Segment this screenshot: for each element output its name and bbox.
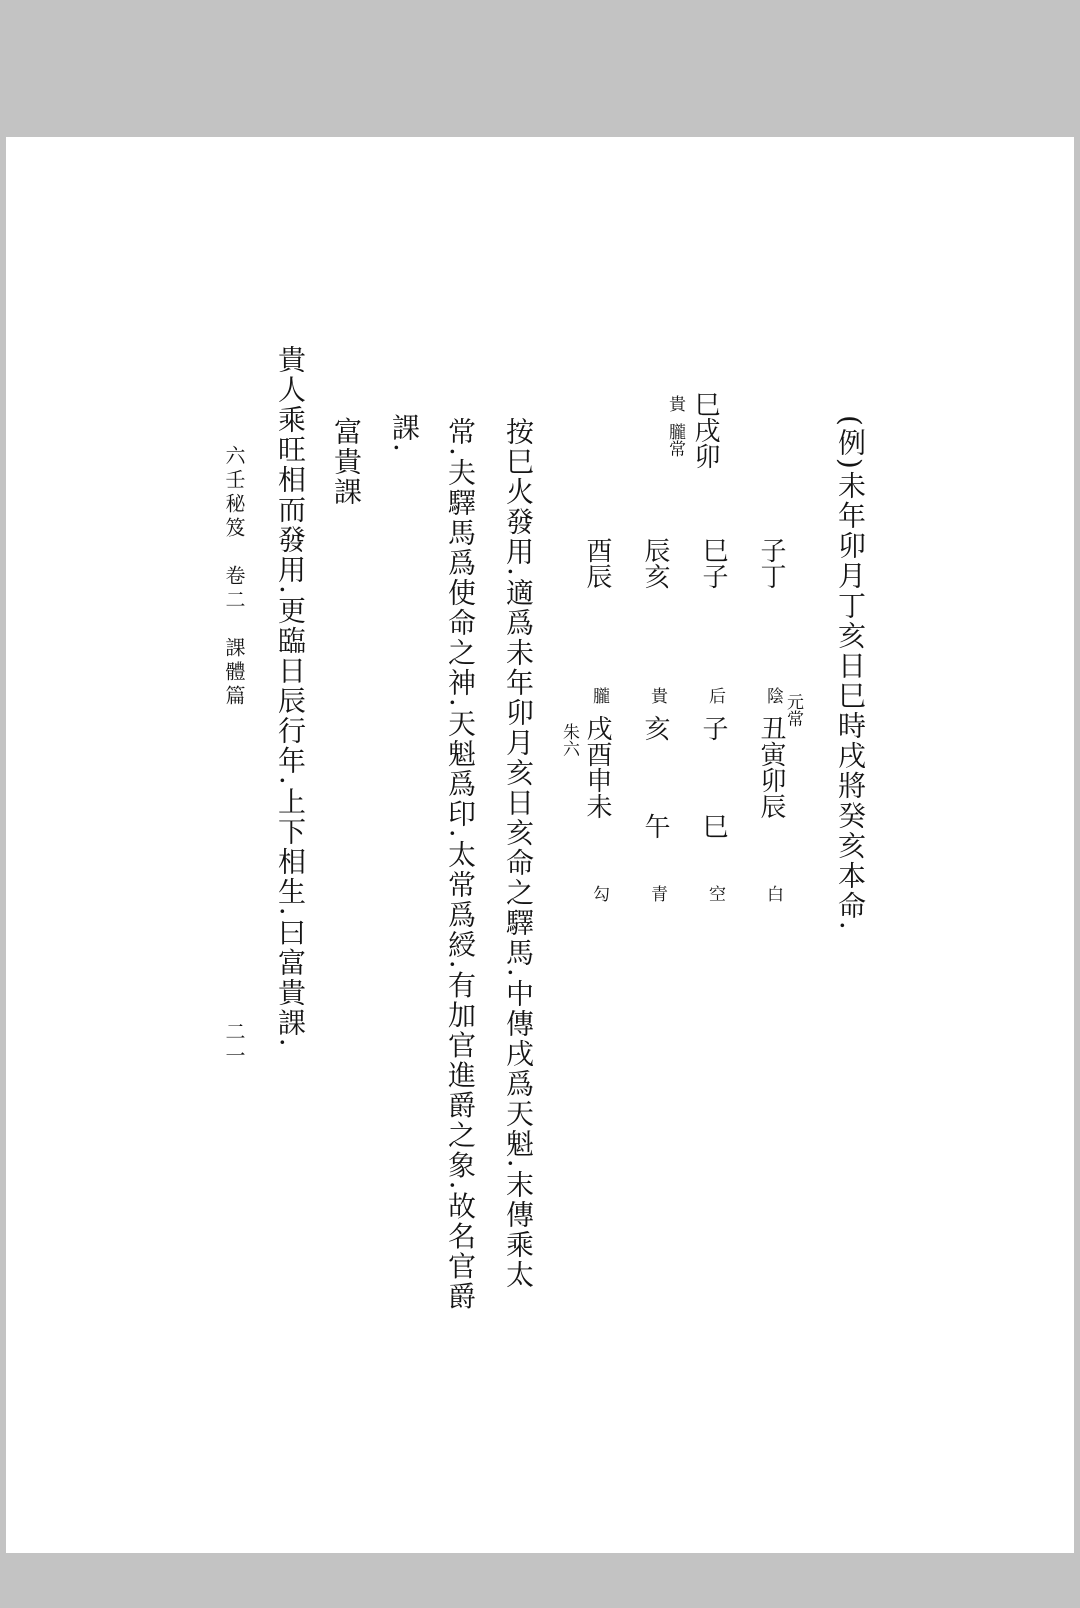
chuan-row4-a: 酉辰 [582, 537, 612, 589]
chuan-row1-d: 白 [763, 885, 783, 902]
section-heading: 富貴課 [330, 417, 363, 507]
definition-text: 貴人乘旺相而發用.更臨日辰行年.上下相生.曰富貴課. [274, 345, 307, 1049]
example-line: (例)未年卯月丁亥日巳時戌將癸亥本命. [834, 415, 867, 932]
chuan-row2-d: 巳 [698, 813, 728, 839]
chuan-row1-a: 子丁 [756, 537, 786, 589]
chuan-row4-b: 朧 [589, 687, 609, 704]
chuan-row3-a: 辰亥 [640, 537, 670, 589]
chuan-row2-e: 空 [705, 885, 725, 902]
page-number: 二一 [222, 1021, 246, 1069]
chuan-row2-a: 巳子 [698, 537, 728, 589]
chuan-row4-d: 勾 [589, 885, 609, 902]
chuan-row3-d: 午 [640, 813, 670, 839]
san-chuan-ganzhi: 巳戌卯 [690, 391, 720, 469]
commentary-line-3: 課. [388, 413, 421, 454]
chuan-row1-c: 丑寅卯辰 [756, 715, 786, 819]
chuan-row1-b: 陰 [763, 687, 783, 704]
running-footer: 六壬秘笈 卷二 課體篇 [222, 445, 246, 709]
document-page [6, 137, 1074, 1553]
commentary-line-2: 常.夫驛馬爲使命之神.天魁爲印.太常爲綬.有加官進爵之象.故名官爵 [444, 417, 477, 1312]
chuan-row3-c: 亥 [640, 715, 670, 741]
chuan-row2-c: 子 [698, 715, 728, 741]
san-chuan-jiang-1: 貴 [665, 395, 685, 412]
chuan-row4-note: 朱六 [559, 723, 579, 757]
chuan-row4-c: 戌酉申未 [582, 715, 612, 819]
chuan-row3-e: 青 [647, 885, 667, 902]
commentary-line-1: 按巳火發用.適爲未年卯月亥日亥命之驛馬.中傳戌爲天魁.末傳乘太 [502, 417, 535, 1290]
chuan-row2-b: 后 [705, 687, 725, 704]
chuan-row1-note: 元常 [783, 693, 803, 727]
chuan-row3-b: 貴 [647, 687, 667, 704]
san-chuan-jiang-2: 朧常 [665, 423, 685, 457]
